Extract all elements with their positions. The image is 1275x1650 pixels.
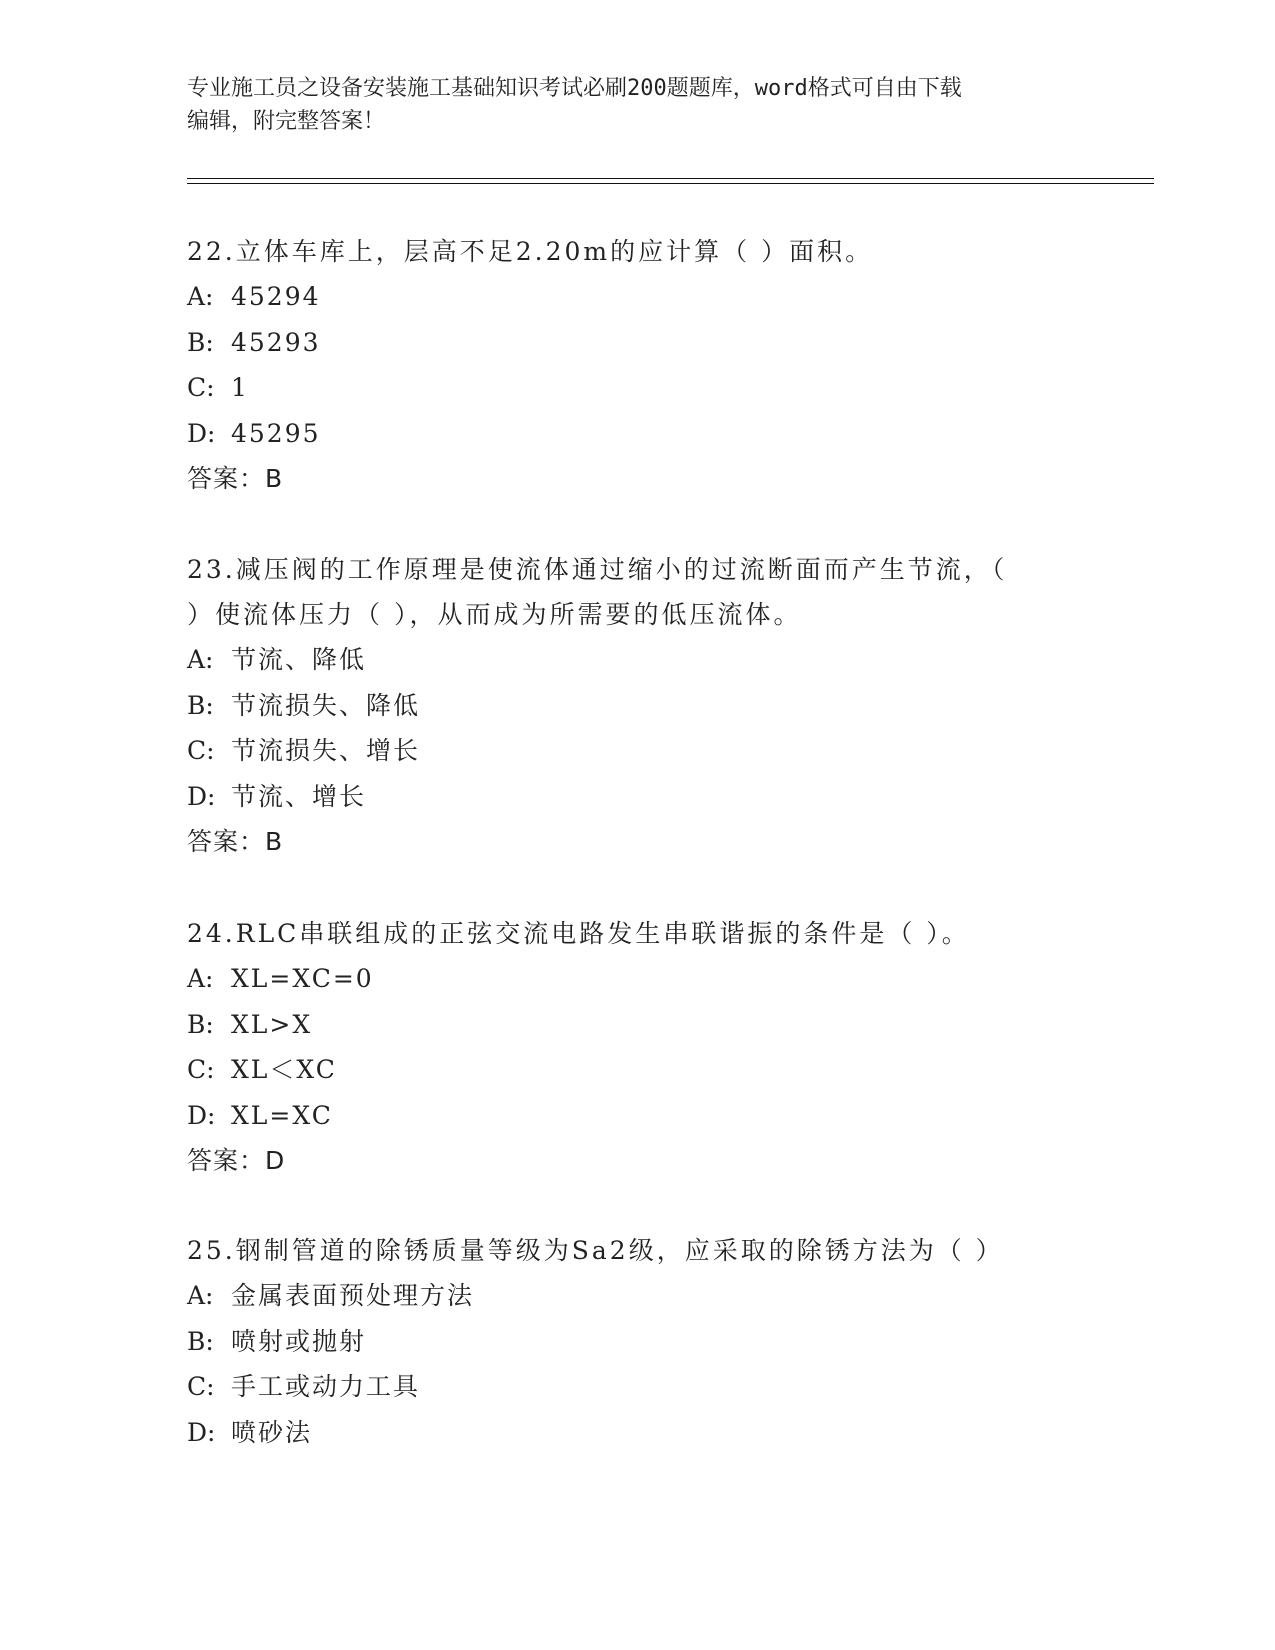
option-c: C: XL＜XC <box>187 1055 337 1084</box>
option-a: A: 45294 <box>187 282 321 311</box>
question-stem-line: 22.立体车库上，层高不足2.20m的应计算（ ）面积。 <box>187 237 874 266</box>
question-stem <box>187 911 1087 956</box>
answer-label: 答案：B <box>187 827 284 856</box>
question-stem-line: 23.减压阀的工作原理是使流体通过缩小的过流断面而产生节流，（ <box>187 555 1008 584</box>
question-22 <box>187 229 1087 501</box>
option-c: C: 手工或动力工具 <box>187 1372 421 1401</box>
option-b: B: 喷射或抛射 <box>187 1326 367 1356</box>
option-b: B: 节流损失、降低 <box>187 690 421 720</box>
option-a: A: XL=XC=0 <box>187 964 374 993</box>
header-line-1: 专业施工员之设备安装施工基础知识考试必刷200题题库，word格式可自由下载 <box>187 76 962 101</box>
question-stem-line: 24.RLC串联组成的正弦交流电路发生串联谐振的条件是（ ）。 <box>187 919 970 948</box>
question-stem-line: 25.钢制管道的除锈质量等级为Sa2级，应采取的除锈方法为（ ） <box>187 1236 1004 1265</box>
answer-label: 答案：B <box>187 464 284 493</box>
option-d: D: XL=XC <box>187 1100 333 1130</box>
option-d: D: 节流、增长 <box>187 781 367 811</box>
question-25 <box>187 1228 1087 1455</box>
option-b: B: XL>X <box>187 1009 313 1039</box>
question-stem <box>187 1228 1087 1273</box>
header-divider-top <box>187 178 1154 179</box>
option-a: A: 金属表面预处理方法 <box>187 1281 475 1310</box>
option-b: B: 45293 <box>187 327 321 357</box>
option-d: D: 45295 <box>187 418 321 448</box>
option-a: A: 节流、降低 <box>187 645 367 674</box>
answer-label: 答案：D <box>187 1146 286 1175</box>
question-24 <box>187 911 1087 1183</box>
option-c: C: 节流损失、增长 <box>187 736 421 765</box>
question-23 <box>187 547 1087 864</box>
document-header <box>187 72 1087 138</box>
question-stem <box>187 547 1087 637</box>
question-stem-line: ）使流体压力（ ），从而成为所需要的低压流体。 <box>187 600 802 629</box>
header-line-2: 编辑，附完整答案！ <box>187 109 386 134</box>
option-d: D: 喷砂法 <box>187 1417 313 1447</box>
header-divider-bottom <box>187 183 1154 184</box>
option-c: C: 1 <box>187 373 249 402</box>
question-stem <box>187 229 1087 274</box>
